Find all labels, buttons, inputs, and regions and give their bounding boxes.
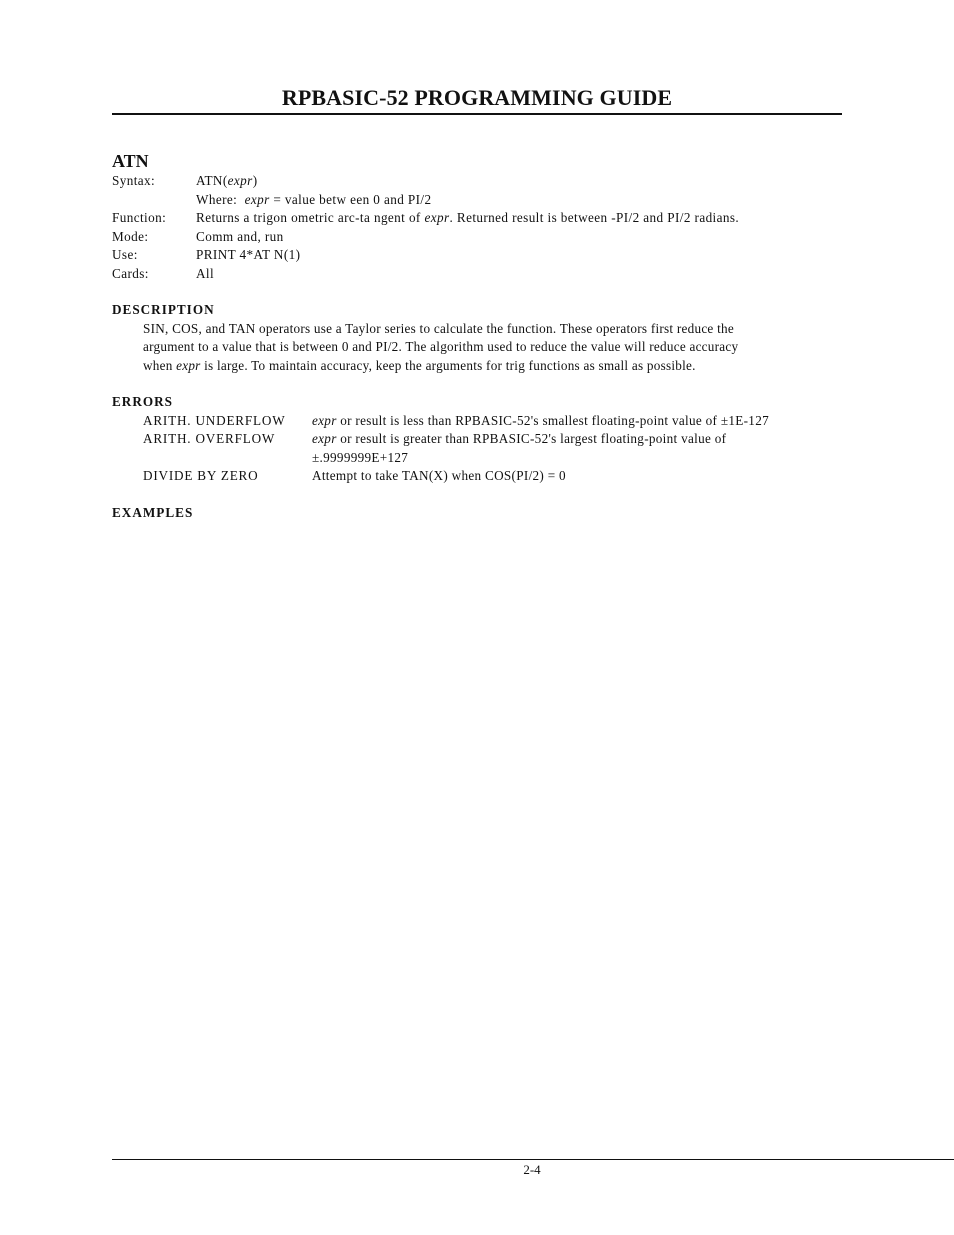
- page-number: 2-4: [523, 1162, 541, 1177]
- error-arg: expr: [312, 431, 337, 446]
- syntax-suffix: ): [252, 173, 258, 188]
- description-line: SIN, COS, and TAN operators use a Taylor series to calculate the function. These operators first reduce the: [143, 320, 734, 336]
- use-label: Use:: [112, 247, 138, 262]
- error-message: Attempt to take TAN(X) when COS(PI/2) = 0: [312, 468, 566, 483]
- function-arg: expr: [424, 210, 450, 225]
- use-row: [112, 246, 842, 265]
- syntax-row: [112, 172, 842, 191]
- spacer: [112, 375, 842, 393]
- cards-label: Cards:: [112, 265, 149, 281]
- page-header: [112, 84, 842, 115]
- syntax-arg: expr: [227, 173, 253, 188]
- function-label: Function:: [112, 210, 167, 225]
- error-name: ARITH. UNDERFLOW: [143, 412, 286, 428]
- error-message: [312, 412, 842, 431]
- where-prefix: Where:: [196, 191, 238, 207]
- error-row: [112, 430, 842, 467]
- syntax-prefix: ATN(: [196, 173, 228, 188]
- description-line3-prefix: when: [143, 357, 173, 373]
- where-arg: expr: [244, 191, 270, 207]
- use-value: PRINT 4*AT N(1): [196, 247, 301, 262]
- error-arg: expr: [312, 412, 337, 428]
- syntax-label: Syntax:: [112, 173, 156, 188]
- description-line3-suffix: is large. To maintain accuracy, keep the arguments for trig functions as small as possible.: [204, 357, 696, 373]
- keyword-entry: [112, 150, 842, 522]
- mode-label: Mode:: [112, 228, 149, 244]
- mode-value: Comm and, run: [196, 228, 284, 244]
- error-name: DIVIDE BY ZERO: [143, 468, 259, 483]
- description-line: argument to a value that is between 0 and PI/2. The algorithm used to reduce the value will reduce accuracy: [143, 339, 739, 354]
- function-value: [196, 209, 842, 228]
- examples-heading: EXAMPLES: [112, 504, 194, 520]
- mode-row: [112, 228, 842, 247]
- error-row: [112, 412, 842, 431]
- description-line3-arg: expr: [176, 357, 201, 373]
- cards-row: [112, 265, 842, 284]
- function-row: [112, 209, 842, 228]
- where-line: [112, 191, 842, 210]
- description-body: [112, 320, 842, 376]
- keyword-heading: ATN: [112, 151, 149, 171]
- summary-table: [112, 172, 842, 283]
- footer-rule: [112, 1159, 954, 1160]
- cards-value: All: [196, 265, 215, 281]
- function-prefix: Returns a trigon ometric arc-ta ngent of: [196, 210, 421, 225]
- spacer: [112, 283, 842, 301]
- examples-section: [112, 504, 842, 523]
- description-section: [112, 301, 842, 375]
- errors-section: [112, 393, 842, 486]
- page-title: RPBASIC-52 PROGRAMMING GUIDE: [281, 85, 673, 110]
- where-suffix: = value betw een 0 and PI/2: [273, 191, 432, 207]
- description-line: [143, 357, 842, 376]
- error-message-text: or result is less than RPBASIC-52's smallest floating-point value of ±1E-127: [340, 412, 769, 428]
- description-heading: DESCRIPTION: [112, 302, 215, 317]
- error-message: [312, 430, 842, 467]
- error-name: ARITH. OVERFLOW: [143, 431, 276, 446]
- error-message-continuation: ±.9999999E+127: [312, 449, 409, 465]
- error-row: [112, 467, 842, 486]
- function-suffix: . Returned result is between -PI/2 and PI/2 radians.: [449, 210, 740, 225]
- errors-heading: ERRORS: [112, 394, 173, 409]
- syntax-value: [196, 172, 842, 191]
- spacer: [112, 486, 842, 504]
- error-message-text: or result is greater than RPBASIC-52's largest floating-point value of: [340, 431, 727, 446]
